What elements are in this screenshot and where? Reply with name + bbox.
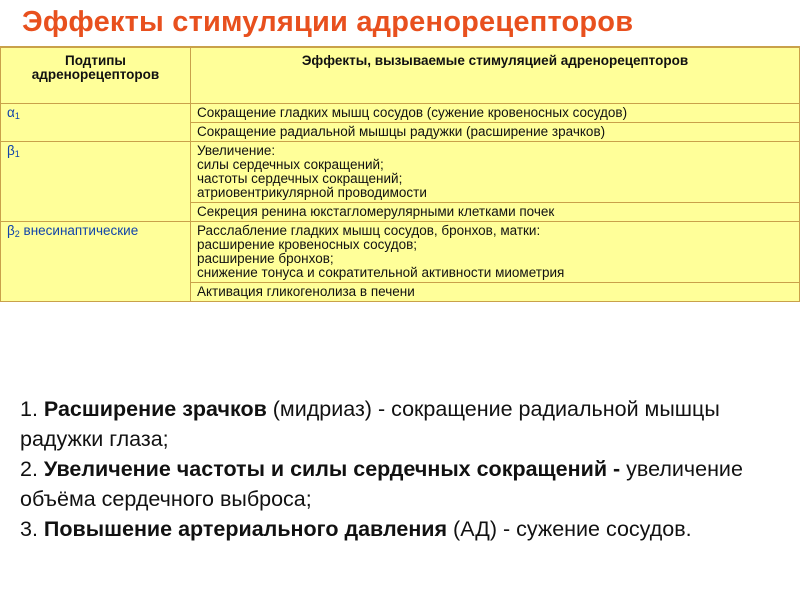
table-header-row [1, 47, 800, 103]
receptor-effects-table [0, 46, 800, 302]
subtype-symbol: β [7, 142, 15, 158]
effect-cell [191, 221, 800, 282]
effect-line: Секреция ренина юкстагломерулярными клетками почек [197, 203, 555, 219]
subtype-cell-alpha1 [1, 103, 191, 141]
effect-cell [191, 103, 800, 122]
effect-line: Сокращение радиальной мышцы радужки (расширение зрачков) [197, 123, 606, 139]
note-number: 2. [20, 457, 44, 481]
page-title: Эффекты стимуляции адренорецепторов [22, 6, 634, 38]
effect-cell [191, 141, 800, 202]
note-bold: Увеличение частоты и силы сердечных сокращений - [43, 457, 621, 481]
effect-line: частоты сердечных сокращений; [197, 170, 403, 186]
note-bold: Повышение артериального давления [43, 517, 448, 541]
effect-line: снижение тонуса и сократительной активности миометрия [197, 264, 565, 280]
subtype-index: 2 [14, 228, 20, 239]
effect-line: расширение кровеносных сосудов; [197, 236, 418, 252]
table-row [1, 103, 800, 122]
effect-cell [191, 282, 800, 301]
effect-cell [191, 202, 800, 221]
table-row [1, 141, 800, 202]
header-effects: Эффекты, вызываемые стимуляцией адренорецепторов [191, 47, 800, 103]
subtype-cell-beta2 [1, 221, 191, 301]
note-item [20, 514, 790, 544]
effect-cell [191, 122, 800, 141]
note-text: (мидриаз) - сокращение радиальной мышцы радужки глаза; [20, 397, 720, 451]
note-text: увеличение объёма сердечного выброса; [20, 457, 743, 511]
effect-line: Активация гликогенолиза в печени [197, 283, 415, 299]
effect-line: расширение бронхов; [197, 250, 334, 266]
header-subtype: Подтипы адренорецепторов [1, 47, 191, 103]
note-text: (АД) - сужение сосудов. [447, 517, 692, 541]
effect-line: Расслабление гладких мышц сосудов, бронхов, матки: [197, 222, 541, 238]
note-item [20, 454, 790, 514]
subtype-index: 1 [14, 110, 20, 121]
subtype-symbol: α [7, 104, 15, 120]
note-number: 1. [20, 397, 44, 421]
subtype-symbol: β [7, 222, 15, 238]
subtype-extra: внесинаптические [19, 222, 139, 238]
effect-line: Сокращение гладких мышц сосудов (сужение кровеносных сосудов) [197, 104, 628, 120]
effect-line: силы сердечных сокращений; [197, 156, 384, 172]
note-item [20, 394, 790, 454]
effect-line: Увеличение: [197, 142, 276, 158]
subtype-cell-beta1 [1, 141, 191, 221]
receptor-table-wrapper [0, 46, 800, 302]
table-row [1, 221, 800, 282]
note-number: 3. [20, 517, 44, 541]
notes-list [20, 394, 790, 544]
note-bold: Расширение зрачков [43, 397, 267, 421]
subtype-index: 1 [14, 148, 20, 159]
effect-line: атриовентрикулярной проводимости [197, 184, 427, 200]
